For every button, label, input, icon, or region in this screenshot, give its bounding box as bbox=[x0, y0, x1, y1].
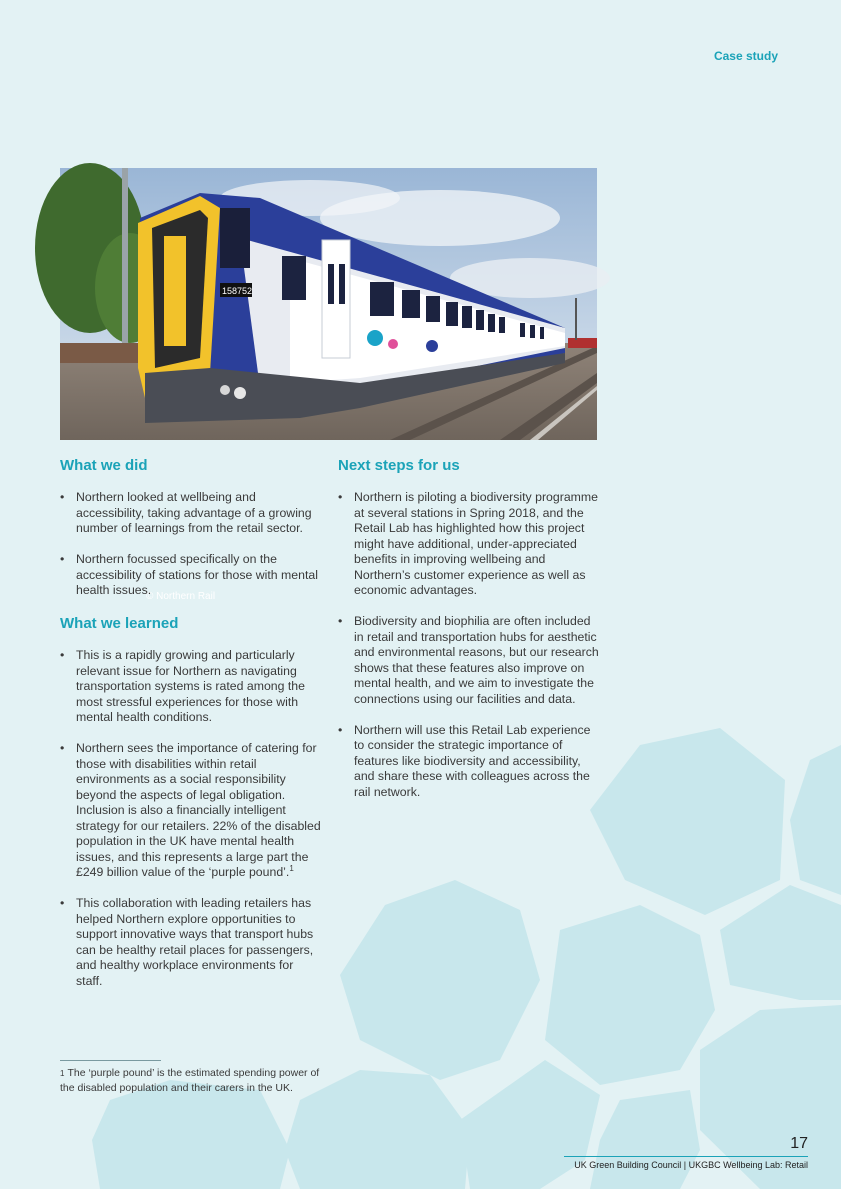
list-item: • Northern will use this Retail Lab experience to consider the strategic importance of features like biodiversity and accessibility, and share these with colleagues across the rail network. bbox=[338, 723, 600, 801]
list-item: • Northern focussed specifically on the accessibility of stations for those with mental health issues. bbox=[60, 552, 322, 599]
hexagon-shape bbox=[545, 905, 715, 1085]
did-list bbox=[60, 490, 322, 599]
photo-credit: © Northern Rail bbox=[146, 591, 216, 602]
footer-divider bbox=[564, 1156, 808, 1157]
footnote bbox=[60, 1066, 320, 1096]
hexagon-shape bbox=[92, 1080, 290, 1189]
list-item bbox=[60, 741, 322, 881]
footnote-divider bbox=[60, 1060, 161, 1061]
train-number: 158752 bbox=[222, 286, 253, 296]
left-column bbox=[60, 456, 322, 1005]
footnote-mark: 1 bbox=[60, 1069, 65, 1078]
footnote-reference: 1 bbox=[289, 863, 294, 873]
heading-what-we-did: What we did bbox=[60, 457, 148, 474]
hexagon-shape bbox=[590, 1090, 700, 1189]
footer-text: UK Green Building Council | UKGBC Wellbeing Lab: Retail bbox=[574, 1160, 808, 1170]
hexagon-shape bbox=[340, 880, 540, 1080]
footnote-text: The ‘purple pound’ is the estimated spending power of the disabled population and their carers in the UK. bbox=[60, 1067, 320, 1094]
list-item-text: Northern sees the importance of catering for those with disabilities within retail environments as a social responsibility beyond the aspects of legal obligation. Inclusion is also a financially intelligent strategy for our retailers. 22% of the disabled population in the UK have mental health issues, and this represents a large part the £249 billion value of the ‘purple pound’. bbox=[76, 741, 321, 879]
list-item: • Northern looked at wellbeing and accessibility, taking advantage of a growing number of learnings from the retail sector. bbox=[60, 490, 322, 537]
learned-list bbox=[60, 648, 322, 989]
hexagon-shape bbox=[720, 885, 841, 1000]
next-steps-list bbox=[338, 490, 600, 800]
heading-next-steps: Next steps for us bbox=[338, 457, 460, 474]
heading-what-we-learned: What we learned bbox=[60, 615, 179, 632]
list-item: • This is a rapidly growing and particularly relevant issue for Northern as navigating transportation systems is rated among the most stressful experiences for those with mental health conditions. bbox=[60, 648, 322, 726]
hexagon-shape bbox=[790, 745, 841, 895]
list-item: • Northern is piloting a biodiversity programme at several stations in Spring 2018, and the Retail Lab has highlighted how this project might have additional, under-appreciated benefits in improving wellbeing and Northern’s customer experience as well as economic advantages. bbox=[338, 490, 600, 599]
right-column bbox=[338, 456, 600, 816]
list-item: • This collaboration with leading retailers has helped Northern explore opportunities to support innovative ways that transport hubs can be healthy retail places for passengers, and healthy workplace environments for staff. bbox=[60, 896, 322, 989]
train-illustration bbox=[60, 168, 597, 440]
section-label: Case study bbox=[713, 49, 778, 63]
page-number: 17 bbox=[790, 1135, 808, 1152]
list-item: • Biodiversity and biophilia are often included in retail and transportation hubs for aesthetic and environmental reasons, but our research shows that these features also improve on mental health, and we aim to investigate the connections using our facilities and data. bbox=[338, 614, 600, 707]
hexagon-shape bbox=[590, 728, 785, 915]
